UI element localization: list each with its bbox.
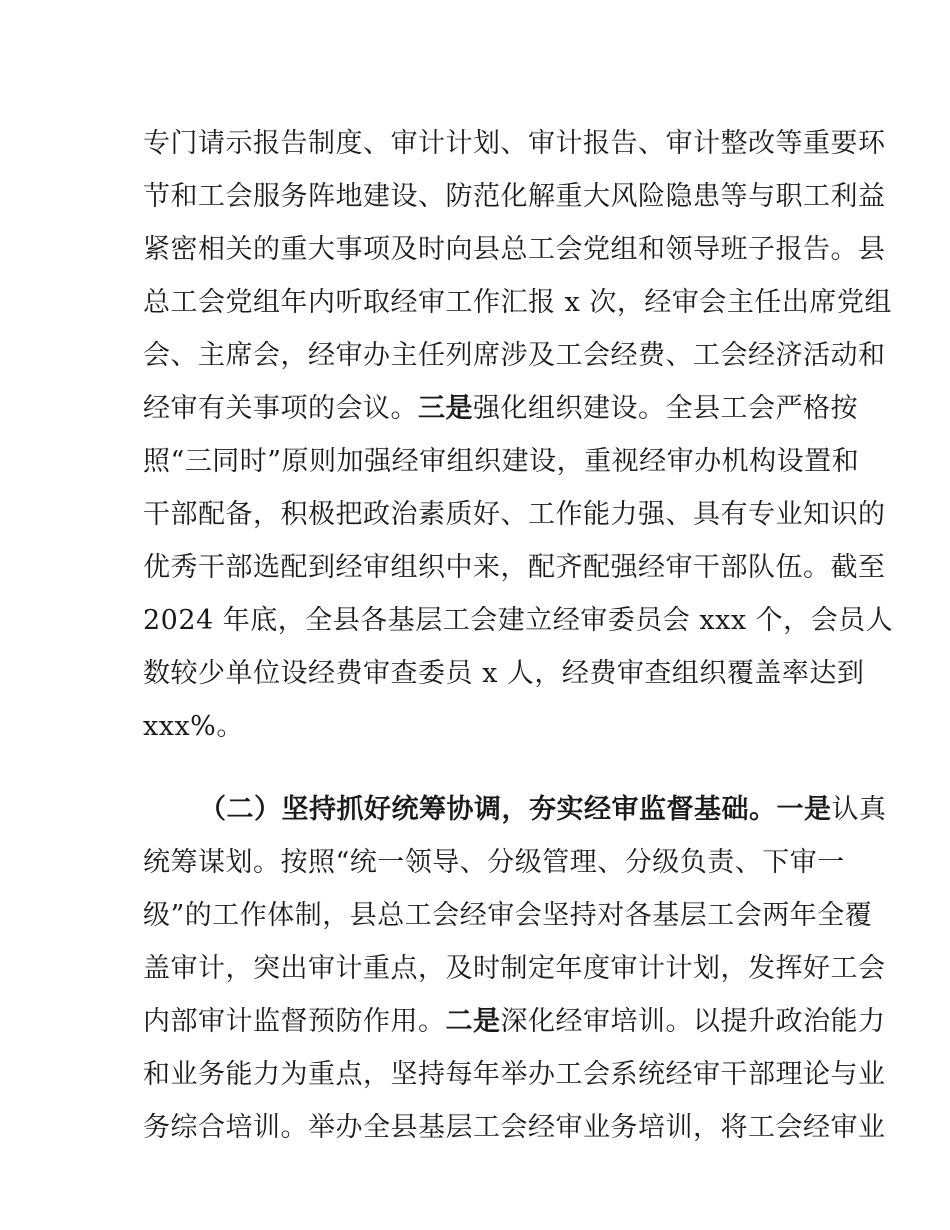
para2-line-6: 和业务能力为重点，坚持每年举办工会系统经审干部理论与业 bbox=[143, 1059, 886, 1090]
para1-line-11: 数较少单位设经费审查委员 x 人，经费审查组织覆盖率达到 bbox=[143, 658, 865, 689]
para2-line-5-text-b: 深化经审培训。以提升政治能力 bbox=[500, 1006, 886, 1037]
para2-line-2: 统筹谋划。按照“统一领导、分级管理、分级负责、下审一 bbox=[143, 847, 845, 878]
para2-line-7: 务综合培训。举办全县基层工会经审业务培训，将工会经审业 bbox=[143, 1112, 886, 1143]
para2-line-1-text: 认真 bbox=[831, 794, 887, 825]
para2-line-3: 级”的工作体制，县总工会经审会坚持对各基层工会两年全覆 bbox=[143, 900, 873, 931]
para1-line-1: 专门请示报告制度、审计计划、审计报告、审计整改等重要环 bbox=[143, 128, 886, 159]
para1-line-2: 节和工会服务阵地建设、防范化解重大风险隐患等与职工利益 bbox=[143, 181, 886, 212]
para2-line-5-text-a: 内部审计监督预防作用。 bbox=[143, 1006, 446, 1037]
para2-heading: （二）坚持抓好统筹协调，夯实经审监督基础。一是 bbox=[199, 794, 832, 825]
para1-line-3: 紧密相关的重大事项及时向县总工会党组和领导班子报告。县 bbox=[143, 234, 886, 265]
para1-line-4: 总工会党组年内听取经审工作汇报 x 次，经审会主任出席党组 bbox=[143, 287, 892, 318]
para1-line-12: xxx%。 bbox=[143, 711, 244, 742]
para2-line-4: 盖审计，突出审计重点，及时制定年度审计计划，发挥好工会 bbox=[143, 953, 886, 984]
para1-line-10: 2024 年底，全县各基层工会建立经审委员会 xxx 个，会员人 bbox=[143, 605, 894, 636]
para1-line-6-text-a: 经审有关事项的会议。 bbox=[143, 393, 418, 424]
para2-line-1 bbox=[199, 790, 887, 830]
para1-line-5: 会、主席会，经审办主任列席涉及工会经费、工会经济活动和 bbox=[143, 340, 886, 371]
para2-line-5 bbox=[143, 1002, 886, 1042]
para2-line-5-bold: 二是 bbox=[445, 1006, 501, 1037]
para1-line-7: 照“三同时”原则加强经审组织建设，重视经审办机构设置和 bbox=[143, 446, 860, 477]
para1-line-9: 优秀干部选配到经审组织中来，配齐配强经审干部队伍。截至 bbox=[143, 552, 886, 583]
para1-line-8: 干部配备，积极把政治素质好、工作能力强、具有专业知识的 bbox=[143, 499, 886, 530]
para1-line-6 bbox=[143, 389, 858, 429]
para1-line-6-text-b: 强化组织建设。全县工会严格按 bbox=[473, 393, 858, 424]
para1-line-6-bold: 三是 bbox=[418, 393, 473, 424]
